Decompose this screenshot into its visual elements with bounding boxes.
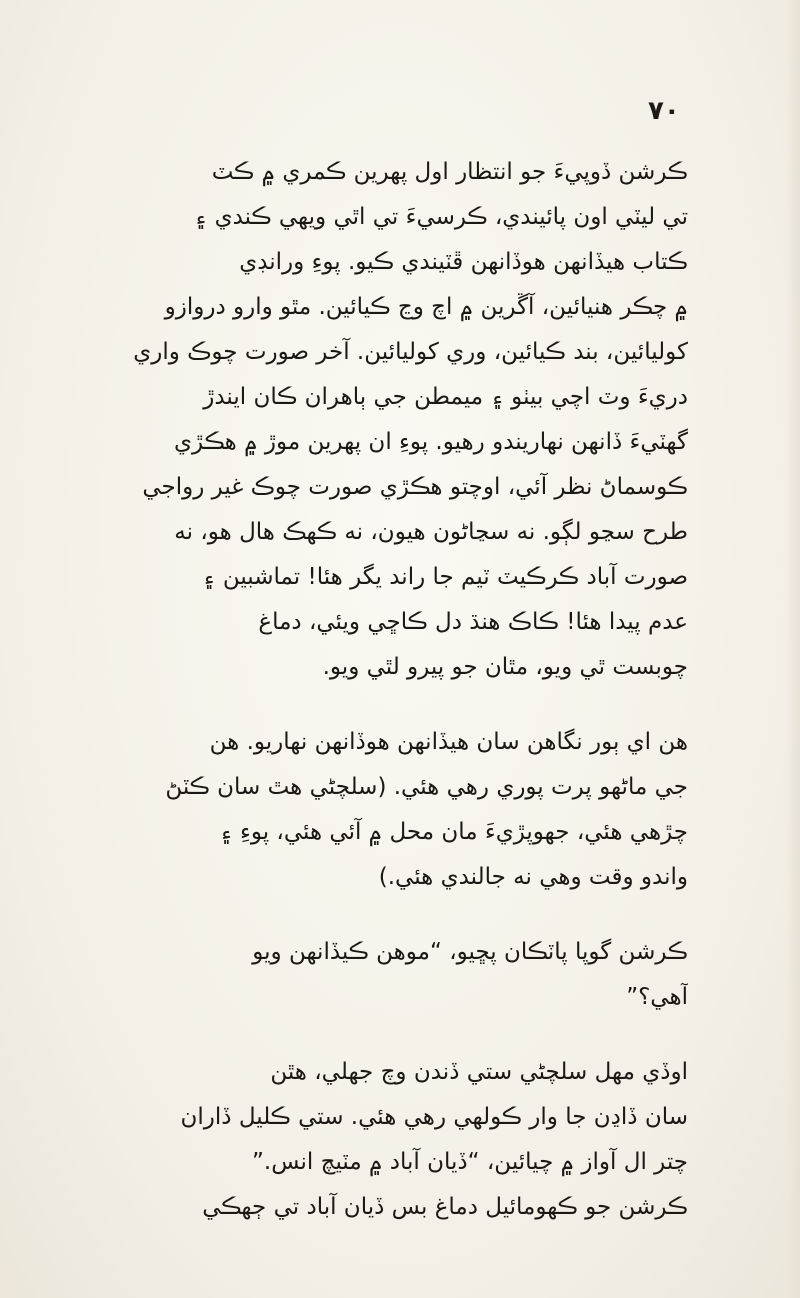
text-line: عدم پيدا هئا! ڪاڪ هنڌ دل ڪاڇي ويئي، دماغ: [258, 609, 688, 635]
page-text: [28, 150, 688, 1230]
paragraph: [28, 720, 688, 900]
text-line: ڪتاب هيڏانهن هوڏانهن ڦٽيندي ڪيو. پوءِ ورانڊي: [239, 249, 688, 275]
text-line: سان ڏاڍن جا وار ڪولهي رهي هئي. ستي ڪليل ڏاران: [180, 1104, 688, 1130]
paragraph: [28, 1050, 688, 1230]
text-line: چڙهي هئي، جهوپڙيءَ مان محل ۾ آئي هئي، پوءِ ۽: [219, 819, 688, 845]
text-line: دريءَ وٽ اچي بيٺو ۽ ميمطن جي ٻاهران ڪان ايندڙ: [203, 384, 688, 410]
text-line: چتر ال آواز ۾ چيائين، “ڏيان آباد ۾ مٽيچ انس.”: [251, 1149, 688, 1175]
text-line: ۾ چڪر هنيائين، آڱرين ۾ اچ وڃ ڪيائين. مٿو وارو دروازو: [164, 294, 688, 320]
text-line: ڪرشن گوپا پاٽڪان پڇيو، “موهن ڪيڏانهن ويو: [252, 939, 688, 965]
text-line: آهي؟”: [626, 984, 688, 1010]
paragraph-gap: [28, 1020, 688, 1050]
paragraph: [28, 930, 688, 1020]
text-line: ڪوسماڻ نظر آئي، اوچتو هڪڙي صورت چوڪ غير رواجي: [142, 474, 688, 500]
paper-edge: [786, 0, 800, 1298]
text-line: طرح سڃو لڳو. نه سڃاڻون هيون، نه ڪهڪ هال هو، نه: [174, 519, 688, 545]
paragraph: [28, 150, 688, 690]
text-line: واندو وقت وهي نه جالندي هئي.): [378, 864, 688, 890]
text-line: کوليائين، بند ڪيائين، وري کوليائين. آخر صورت چوڪ واري: [133, 339, 688, 365]
text-line: تي ليٽي اون پائيندي، ڪرسيءَ تي اٿي ويهي ڪندي ۽: [193, 204, 688, 230]
page-number: ٧٠: [648, 96, 680, 126]
text-line: صورت آباد ڪرڪيٽ ٽيم جا راند يگر هئا! تماشبين ۽: [202, 564, 688, 590]
text-line: ڪرشن جو ڪهومائيل دماغ بس ڏيان آباد تي ڄهڪي: [202, 1194, 688, 1220]
text-line: اوڏي مهل سلچڻي ستي ڏندن وچ جهلي، هٿن: [270, 1059, 688, 1085]
paragraph-gap: [28, 900, 688, 930]
text-line: ڪرشن ڏوپيءَ جو انتظار اول پهرين ڪمري ۾ ڪٽ: [211, 159, 688, 185]
text-line: جي ماڻهو پرت پوري رهي هئي. (سلچڻي هٿ سان ڪٽڻ: [165, 774, 688, 800]
text-line: هن اي ٻور نگاهن سان هيڏانهن هوڏانهن نهاريو. هن: [209, 729, 688, 755]
text-line: گهٽيءَ ڏانهن نهاريندو رهيو. پوءِ ان پهرين موڙ ۾ هڪڙي: [174, 429, 688, 455]
text-line: چوبست ٿي ويو، مٿان جو پيرو لٿي ويو.: [322, 654, 688, 680]
paragraph-gap: [28, 690, 688, 720]
